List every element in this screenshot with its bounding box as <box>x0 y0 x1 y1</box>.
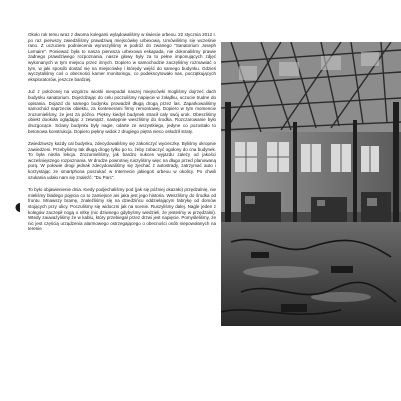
article-text-column <box>28 32 216 239</box>
factory-photo <box>221 42 401 326</box>
paragraph-3: Zwiedziwszy każdy cal budynku, zdecydowaliśmy się zakończyć wycieczkę. Byliśmy okropnie zawiedzeni. Przebyliśmy tak długą drogę tylko po to, żeby zobaczyć ogołony do cna budynek. To była niezła lekcja. Zrozumieliśmy, jak bardzo sukces wyjazdu zależy od jakości wcześniejszego rozpoznania. W drodze powrotnej ruszyliśmy więc na długo przed planowaną porą. W połowie drogi jednak zdecydowaliśmy się zjechać z autostrady, zatrzymać auto i korzystając ze smartphona poszukać w Internecie jakiegoś urbexu w okolicy. Po chwili szukania udało nam się znaleźć: "Du Parc". <box>28 141 216 180</box>
paragraph-2: Już z położonej na wzgórzu wioski nieopodal naszej miejscówki mogliśmy dojrzeć dach budynku sanatorium. Dojeżdżając do celu poczuliśmy napięcie w żołądku, uczucie trudne do opisania. Dojazd do samego budynku prowadził długą drogą przez las. Zaparkowaliśmy samochód naprzeciw obiektu, za kontenerami firmy remontowej. Dopiero w tym momencie zrozumieliśmy, że jest za późno. Piękny kiedyś budynek stracił cały swój urok. Obeszliśmy obiekt dookoła oglądając z zewnątrz, następnie weszliśmy do środka. Rozczarowanie było druzgocące. Sclany budynku były nagie, odarte ze wszystkiego, jedyne co pozostało to betonowa konstrukcja. Dopiero piękny widok z drugiego piętra nieco osłodził straty. <box>28 89 216 134</box>
page-marker-icon <box>15 199 20 208</box>
paragraph-4: To było objawienienie dnia. Kiedy podjechaliśmy pod (jak się później okazało) przędzalnię, nie mieliśmy bladego pojęcia co to zamiejsce ani jaka jest jego historia. Weszliśmy do środka od frontu. Mnawszy bramę, znaleźliśmy się na dziedzińcu oddzielającym fabrykę od domów stojących przy ulicy. Poczuliśmy się widoczni jak na scenie. Ruszyliśmy dalej. Nagle jeden z kolegów zaczepił nogą o nitkę (nic dziwnego gdybyśmy wiedzieli, że jesteśmy w przędzalni). Wtedy zauważyliśmy że w kablu, który przebiegał przez drzwi jest napięcie. Pomyśleliśmy, że nic jest częścią urządzenia alarmowego ostrzegającego o obecności osób niepowołanych na terenie <box>28 187 216 232</box>
paragraph-1: Około rok temu wraz z dwoma kolegami wylądowaliśmy w świecie urbexu. 22 stycznia 2012 r. po raz pierwszy zwiedziliśmy prawdziwą miejscówkę urbexową. Umówiliśmy się wcześnie rano. Z uczuciem podniecenia wyruszyliśmy w podróż do zwanego "Sanatorium Joseph Lemaire". Ponieważ była to nasza pierwsza urbexowa eskapada, nie dokonaliśmy prawie żadnego prawdziwego rozpoznania, nasze głowy były za to pełne imponujących zdjęć wykonanych w tym miejscu przez innych. Dopiero w samochodzie zaczęliśmy rozmawiać o tym, w jaki sposób dostać się na miejscówkę i którędy wejść do samego budynku. Gdzieś wyczytaliśmy coś o obecności kamer monitoringu, co podekscytowało nas, początkujących eksploratorów, jeszcze bardziej. <box>28 32 216 82</box>
